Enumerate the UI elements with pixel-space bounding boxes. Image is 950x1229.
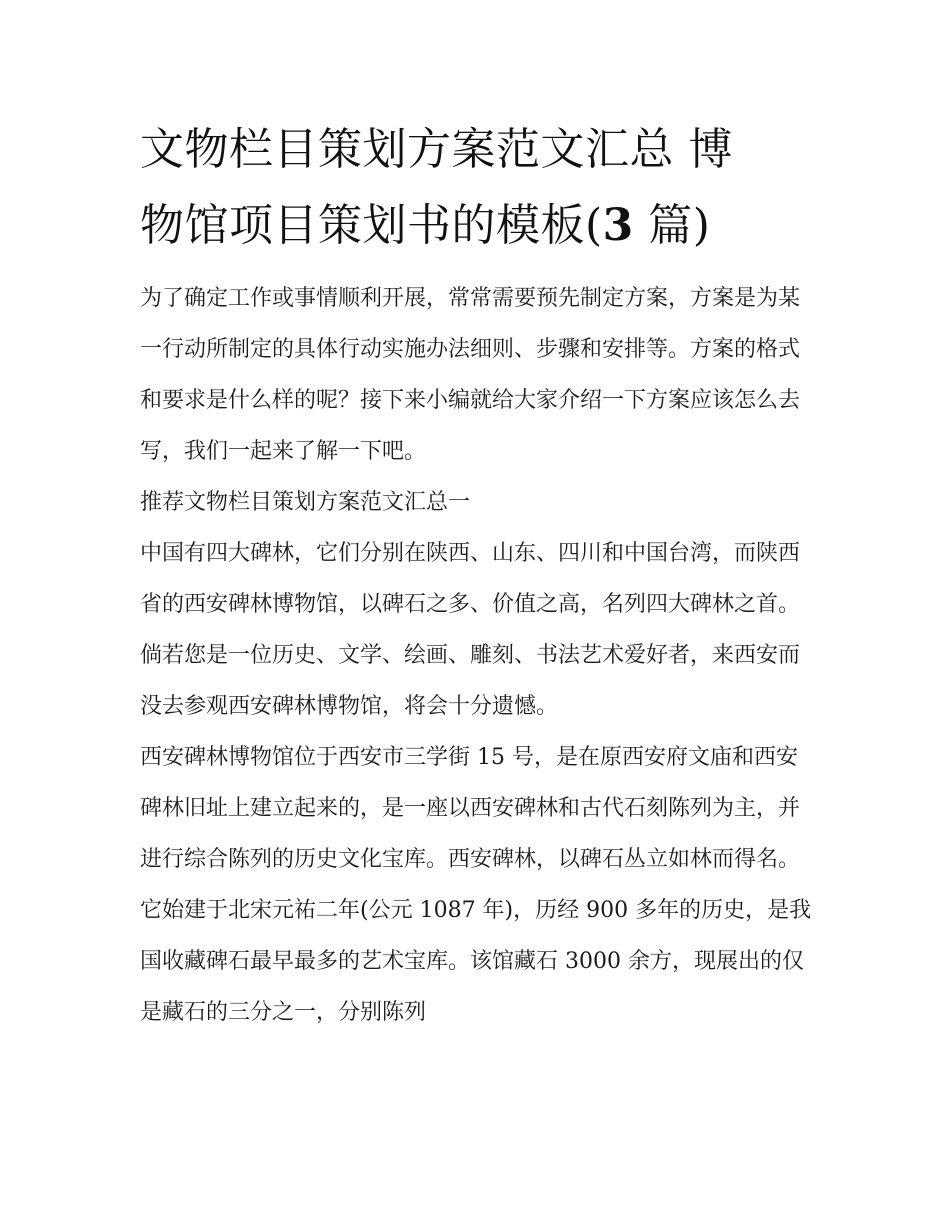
document-body [140, 112, 812, 1038]
document-title [140, 112, 812, 264]
body-paragraph-museum: 西安碑林博物馆位于西安市三学街 15 号，是在原西安府文庙和西安碑林旧址上建立起来的，是一座以西安碑林和古代石刻陈列为主，并进行综合陈列的历史文化宝库。西安碑林，以碑石丛立如林而得名。它始建于北宋元祐二年(公元 1087 年)，历经 900 多年的历史，是我国收藏碑石最早最多的艺术宝库。该馆藏石 3000 余方，现展出的仅是藏石的三分之一，分别陈列 [140, 745, 812, 1025]
title-line-2: 物馆项目策划书的模板( [140, 200, 603, 251]
section-heading: 推荐文物栏目策划方案范文汇总一 [140, 490, 471, 515]
title-count: 3 [602, 200, 634, 251]
title-line-2-end: 篇) [633, 200, 711, 251]
title-line-1: 文物栏目策划方案范文汇总 博 [140, 124, 733, 175]
intro-paragraph: 为了确定工作或事情顺利开展，常常需要预先制定方案，方案是为某一行动所制定的具体行动实施办法细则、步骤和安排等。方案的格式和要求是什么样的呢？接下来小编就给大家介绍一下方案应该怎么去写，我们一起来了解一下吧。 [140, 286, 801, 464]
body-paragraph-steles: 中国有四大碑林，它们分别在陕西、山东、四川和中国台湾，而陕西省的西安碑林博物馆，以碑石之多、价值之高，名列四大碑林之首。倘若您是一位历史、文学、绘画、雕刻、书法艺术爱好者，来西安而没去参观西安碑林博物馆，将会十分遗憾。 [140, 541, 801, 719]
